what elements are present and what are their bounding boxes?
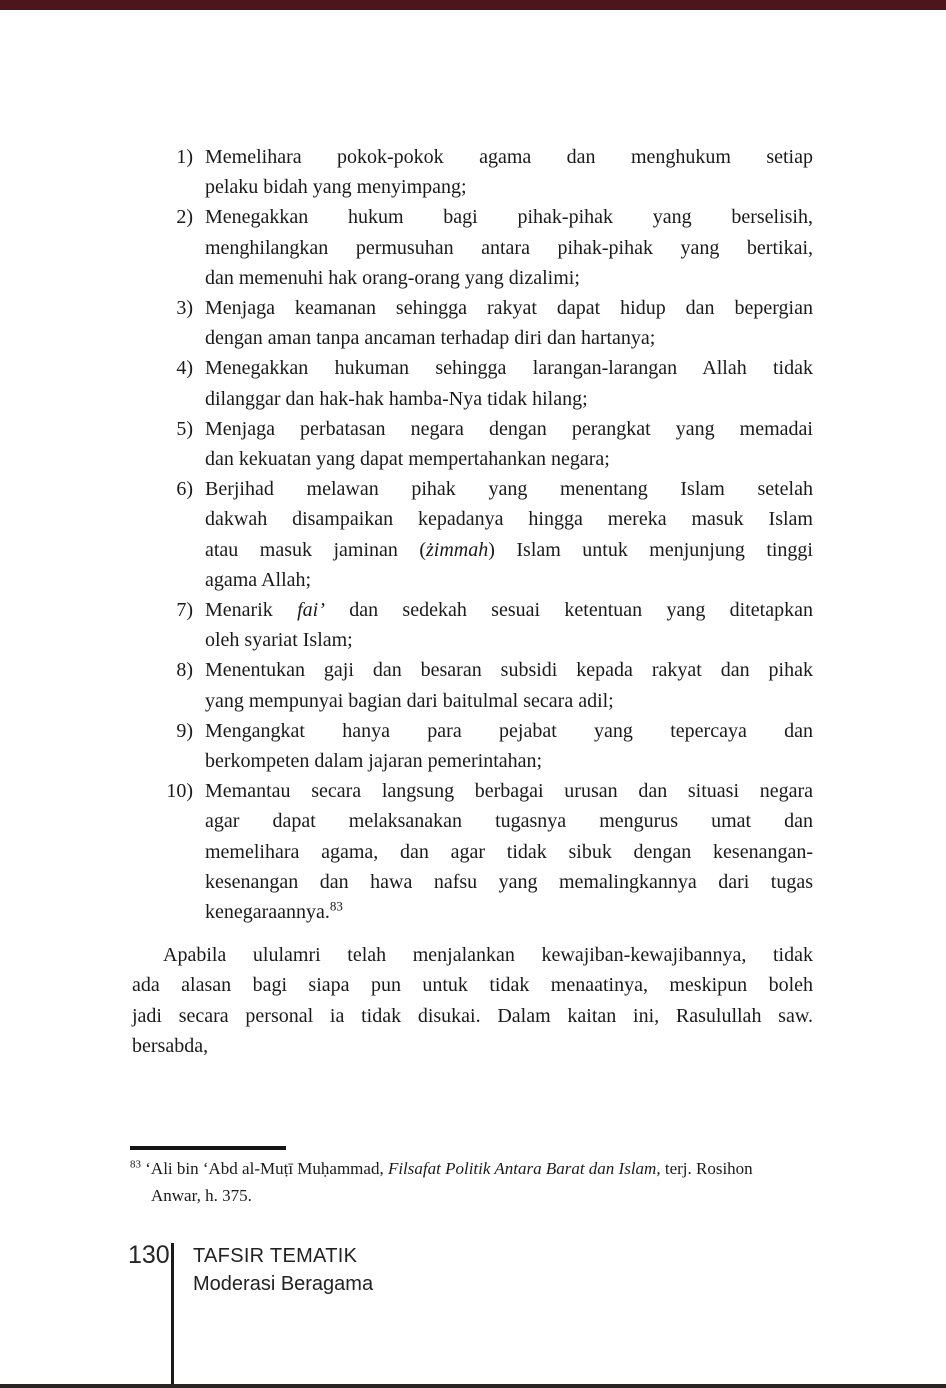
list-item-number: 3) bbox=[176, 297, 193, 320]
bottom-edge-bar bbox=[0, 1384, 946, 1388]
text-run: ada alasan bagi siapa pun untuk tidak menaatinya, meskipun boleh bbox=[132, 974, 813, 997]
text-run: menghilangkan permusuhan antara pihak-pihak yang bertikai, bbox=[205, 236, 813, 259]
text-run: ‘Ali bin ‘Abd al-Muṭī Muḥammad, bbox=[141, 1159, 388, 1178]
list-item-number: 5) bbox=[176, 417, 193, 440]
page-number: 130 bbox=[128, 1241, 170, 1269]
book-title: TAFSIR TEMATIK bbox=[193, 1245, 358, 1267]
text-run: Menjaga perbatasan negara dengan perangkat yang memadai bbox=[205, 417, 813, 440]
italic-text: Filsafat Politik Antara Barat dan Islam, bbox=[387, 1159, 661, 1178]
text-run: yang mempunyai bagian dari baitulmal secara adil; bbox=[205, 689, 614, 712]
text-run: oleh syariat Islam; bbox=[205, 629, 353, 652]
list-item-number: 10) bbox=[166, 780, 193, 803]
text-run: dan kekuatan yang dapat mempertahankan negara; bbox=[205, 448, 610, 471]
text-run: agar dapat melaksanakan tugasnya mengurus umat dan bbox=[205, 810, 813, 833]
text-run: Menjaga keamanan sehingga rakyat dapat hidup dan bepergian bbox=[205, 297, 813, 320]
text-run: Memantau secara langsung berbagai urusan dan situasi negara bbox=[205, 780, 813, 803]
list-item-number: 9) bbox=[176, 719, 193, 742]
text-run: Mengangkat hanya para pejabat yang tepercaya dan bbox=[205, 719, 813, 742]
superscript-footnote-ref: 83 bbox=[329, 898, 343, 914]
text-run: agama Allah; bbox=[205, 568, 312, 591]
text-run: dengan aman tanpa ancaman terhadap diri dan hartanya; bbox=[205, 327, 656, 350]
text-run: kesenangan dan hawa nafsu yang memalingkannya dari tugas bbox=[205, 870, 813, 893]
superscript-footnote-ref: 83 bbox=[130, 1158, 141, 1171]
text-run: Memelihara pokok-pokok agama dan menghukum setiap bbox=[205, 146, 813, 168]
text-run: terj. Rosihon bbox=[660, 1159, 753, 1178]
text-run: jadi secara personal ia tidak disukai. Dalam kaitan ini, Rasulullah saw. bbox=[132, 1004, 813, 1027]
text-run: kenegaraannya. bbox=[205, 901, 330, 924]
text-run: Menegakkan hukum bagi pihak-pihak yang berselisih, bbox=[205, 206, 813, 229]
footer-divider-line bbox=[171, 1243, 174, 1388]
book-subtitle: Moderasi Beragama bbox=[193, 1273, 374, 1295]
list-item-number: 4) bbox=[176, 357, 193, 380]
list-item-number: 1) bbox=[176, 146, 193, 168]
text-run: Apabila ululamri telah menjalankan kewajiban-kewajibannya, tidak bbox=[163, 944, 813, 967]
text-run: Menarik bbox=[205, 599, 298, 622]
text-run: pelaku bidah yang menyimpang; bbox=[205, 176, 467, 199]
list-item-number: 7) bbox=[176, 599, 193, 622]
text-run: Menegakkan hukuman sehingga larangan-larangan Allah tidak bbox=[205, 357, 813, 380]
text-run: Anwar, h. 375. bbox=[151, 1186, 252, 1205]
text-run: memelihara agama, dan agar tidak sibuk dengan kesenangan- bbox=[205, 840, 813, 863]
footer-titles bbox=[193, 1242, 373, 1298]
text-run: dilanggar dan hak-hak hamba-Nya tidak hilang; bbox=[205, 387, 588, 410]
text-run: dan memenuhi hak orang-orang yang dizalimi; bbox=[205, 266, 580, 289]
list-item-number: 6) bbox=[176, 478, 193, 501]
list-item-number: 2) bbox=[176, 206, 193, 229]
italic-text: żimmah bbox=[426, 538, 489, 561]
text-run: dakwah disampaikan kepadanya hingga mereka masuk Islam bbox=[205, 508, 813, 531]
list-item-number: 8) bbox=[176, 659, 193, 682]
italic-text: fai’ bbox=[297, 599, 325, 622]
text-run: bersabda, bbox=[132, 1034, 209, 1057]
text-run: Berjihad melawan pihak yang menentang Islam setelah bbox=[205, 478, 813, 501]
text-run: Menentukan gaji dan besaran subsidi kepada rakyat dan pihak bbox=[205, 659, 813, 682]
text-run: dan sedekah sesuai ketentuan yang ditetapkan bbox=[324, 599, 813, 622]
text-run: ) Islam untuk menjunjung tinggi bbox=[488, 538, 813, 561]
text-run: berkompeten dalam jajaran pemerintahan; bbox=[205, 750, 543, 773]
text-run: atau masuk jaminan ( bbox=[205, 538, 427, 561]
